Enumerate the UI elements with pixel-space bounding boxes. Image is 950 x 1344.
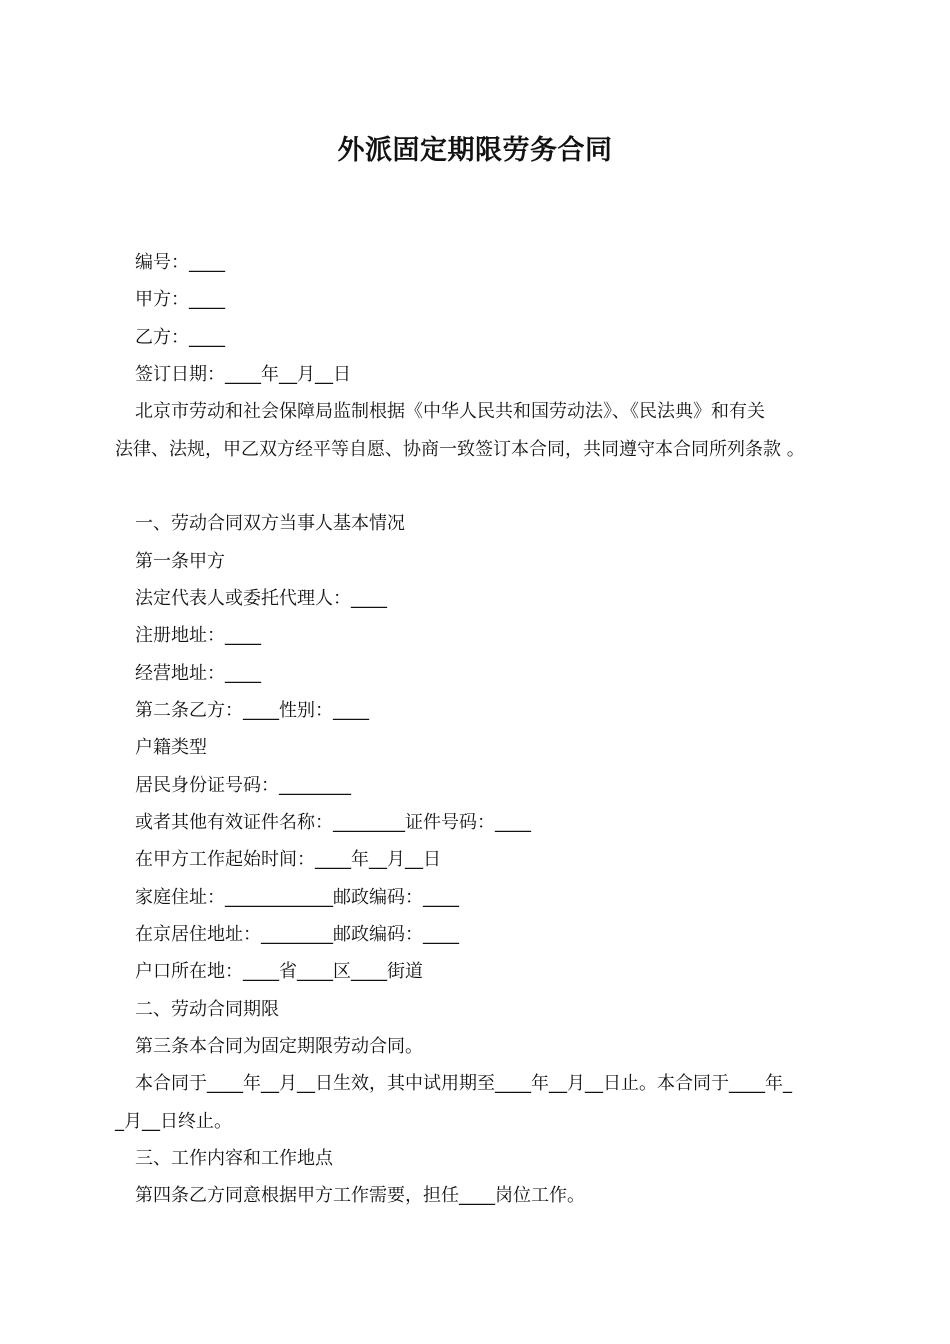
id-number-line: 居民身份证号码：________ xyxy=(135,775,351,796)
household-type-line: 户籍类型 xyxy=(135,737,207,758)
hukou-location-line: 户口所在地：____省____区____街道 xyxy=(135,961,423,982)
article-3-line: 第三条本合同为固定期限劳动合同。 xyxy=(135,1036,423,1057)
business-address-line: 经营地址：____ xyxy=(135,663,261,684)
contract-term-line-1: 本合同于____年__月__日生效，其中试用期至____年__月__日止。本合同于____年_ xyxy=(135,1073,792,1094)
signing-date-line: 签订日期：____年__月__日 xyxy=(135,364,351,385)
contract-number-line: 编号：____ xyxy=(135,252,225,273)
beijing-address-line: 在京居住地址：________邮政编码：____ xyxy=(135,924,459,945)
party-b-line: 乙方：____ xyxy=(135,327,225,348)
contract-term-line-2: _月__日终止。 xyxy=(115,1111,232,1132)
legal-representative-line: 法定代表人或委托代理人：____ xyxy=(135,588,387,609)
preamble-line-1: 北京市劳动和社会保障局监制根据《中华人民共和国劳动法》、《民法典》和有关 xyxy=(135,401,765,422)
document-title: 外派固定期限劳务合同 xyxy=(337,135,613,166)
party-a-line: 甲方：____ xyxy=(135,289,225,310)
section-heading-3: 三、工作内容和工作地点 xyxy=(135,1148,333,1169)
other-certificate-line: 或者其他有效证件名称：________证件号码：____ xyxy=(135,812,531,833)
article-4-line: 第四条乙方同意根据甲方工作需要，担任____岗位工作。 xyxy=(135,1185,585,1206)
preamble-line-2: 法律、法规，甲乙双方经平等自愿、协商一致签订本合同，共同遵守本合同所列条款 。 xyxy=(115,439,805,460)
home-address-line: 家庭住址：____________邮政编码：____ xyxy=(135,887,459,908)
work-start-line: 在甲方工作起始时间：____年__月__日 xyxy=(135,849,441,870)
section-heading-2: 二、劳动合同期限 xyxy=(135,999,279,1020)
article-1-heading: 第一条甲方 xyxy=(135,551,225,572)
section-heading-1: 一、劳动合同双方当事人基本情况 xyxy=(135,513,405,534)
article-2-line: 第二条乙方：____性别：____ xyxy=(135,700,369,721)
registered-address-line: 注册地址：____ xyxy=(135,625,261,646)
